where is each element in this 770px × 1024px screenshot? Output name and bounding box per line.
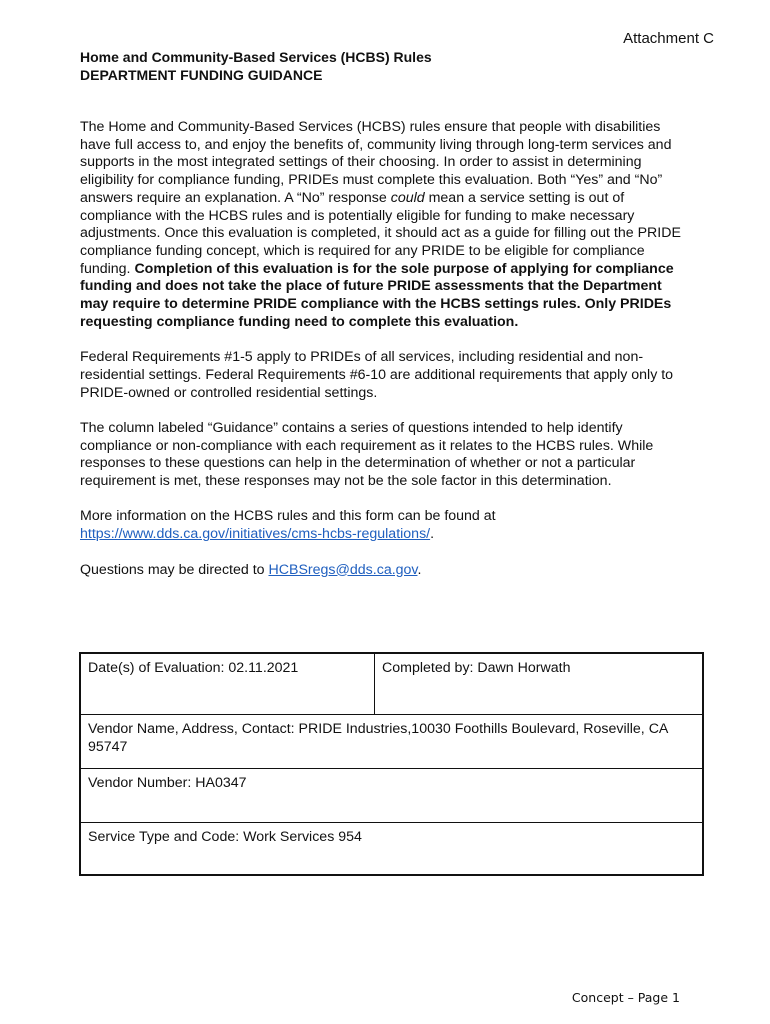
body-text xyxy=(80,119,692,597)
table-row xyxy=(81,654,702,714)
questions-text: Questions may be directed to xyxy=(80,561,269,578)
intro-text-bold: Completion of this evaluation is for the sole purpose of applying for compliance funding and does not take the place of future PRIDE assessments that the Department may require to determine PRIDE compliance with the HCBS settings rules. Only PRIDEs requesting compliance funding need to complete this evaluation. xyxy=(80,260,674,330)
more-info-paragraph xyxy=(80,508,692,543)
service-type-cell: Service Type and Code: Work Services 954 xyxy=(81,822,702,874)
intro-paragraph xyxy=(80,119,692,331)
vendor-info-cell: Vendor Name, Address, Contact: PRIDE Industries,10030 Foothills Boulevard, Roseville, CA 95747 xyxy=(81,714,702,768)
document-title xyxy=(80,48,700,84)
guidance-paragraph: The column labeled “Guidance” contains a series of questions intended to help identify compliance or non-compliance with each requirement as it relates to the HCBS rules. While responses to these questions can help in the determination of whether or not a particular requirement is met, these responses may not be the sole factor in this determination. xyxy=(80,419,654,490)
intro-text-italic: could xyxy=(390,189,425,206)
vendor-number-cell: Vendor Number: HA0347 xyxy=(81,768,702,822)
hcbs-regulations-link[interactable]: https://www.dds.ca.gov/initiatives/cms-hcbs-regulations/ xyxy=(80,526,431,543)
completed-by-cell: Completed by: Dawn Horwath xyxy=(382,660,571,676)
hcbs-email-link[interactable]: HCBSregs@dds.ca.gov xyxy=(268,561,418,578)
questions-end: . xyxy=(417,561,422,578)
title-line-1: Home and Community-Based Services (HCBS) Rules xyxy=(80,49,432,65)
attachment-label: Attachment C xyxy=(623,30,714,47)
intro-text-a: The Home and Community-Based Services (HCBS) rules ensure that people with disabilities have full access to, and enjoy the benefits of, community living through long-term services and supports in the most integrated settings of their choosing. In order to assist in determining eligibility for compliance funding, PRIDEs must complete this evaluation. Both “Yes” and “No” answers require an explanation. A “No” response xyxy=(80,119,672,206)
more-info-text: More information on the HCBS rules and this form can be found at xyxy=(80,508,496,525)
page-footer: Concept – Page 1 xyxy=(571,990,680,1005)
evaluation-table xyxy=(79,652,704,876)
questions-paragraph xyxy=(80,562,692,580)
requirements-paragraph: Federal Requirements #1-5 apply to PRIDEs of all services, including residential and non-residential settings. Federal Requirements #6-10 are additional requirements that apply only to PRIDE-owned or controlled residential settings. xyxy=(80,349,674,401)
intro-text-b: mean a service setting is out of compliance with the HCBS rules and is potentially eligible for funding to make necessary adjustments. Once this evaluation is completed, it should act as a guide for filling out the PRIDE compliance funding concept, which is required for any PRIDE to be eligible for compliance funding. xyxy=(80,189,681,277)
title-line-2: DEPARTMENT FUNDING GUIDANCE xyxy=(80,67,323,83)
evaluation-date-cell: Date(s) of Evaluation: 02.11.2021 xyxy=(81,654,375,714)
more-info-end: . xyxy=(430,526,435,543)
